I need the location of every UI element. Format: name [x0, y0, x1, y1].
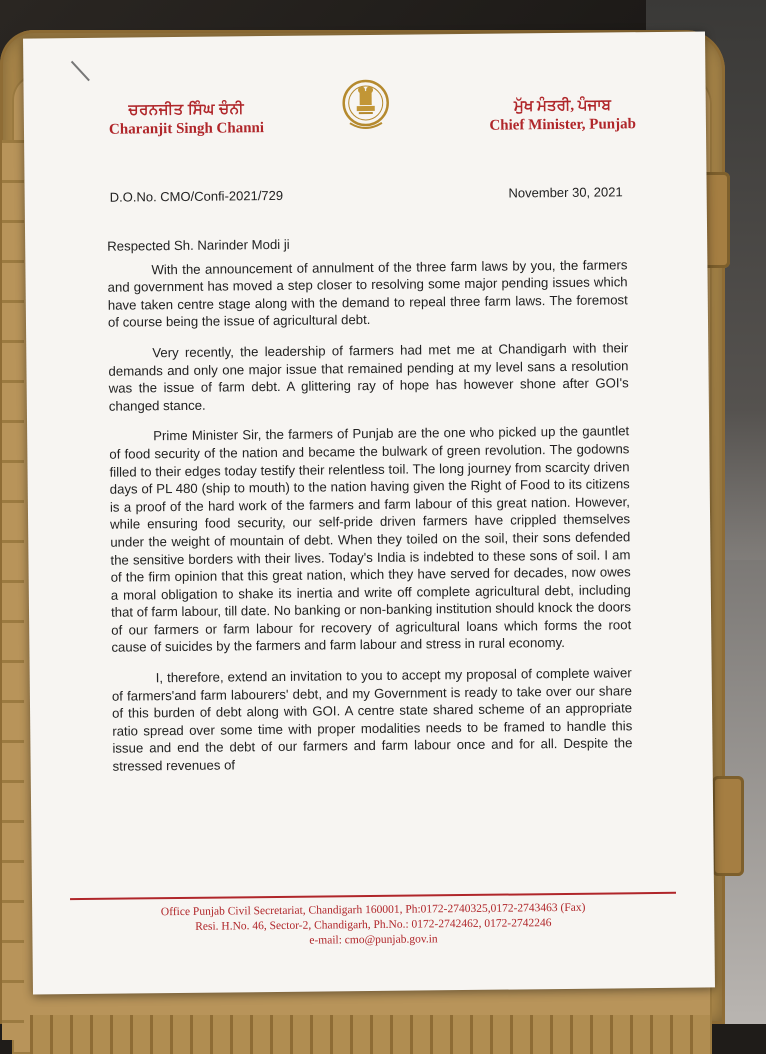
paragraph-4: I, therefore, extend an invitation to you to accept my proposal of complete waiver of farmers'and farm labourers' debt, and my Government is ready to take over our share of this burden of debt along with GOI. A centre state shared scheme of an appropriate ratio spread over some time with proper modalities needs to be framed to handle this issue and end the debt of our farmers and farm labour once and for all. Despite the stressed revenues of [111, 665, 633, 774]
footer-divider [70, 892, 676, 900]
name-gurmukhi: ਚਰਨਜੀਤ ਸਿੰਘ ਚੰਨੀ [128, 101, 245, 119]
name-english: Charanjit Singh Channi [108, 120, 265, 138]
footer-email: e-mail: cmo@punjab.gov.in [309, 933, 438, 947]
letterhead-right [489, 96, 636, 135]
footer-office-address: Office Punjab Civil Secretariat, Chandigarh 160001, Ph:0172-2740325,0172-2743463 (Fax) [160, 901, 586, 919]
letter-body [107, 232, 633, 788]
tray-latch-bottom [712, 776, 744, 876]
letter-date: November 30, 2021 [508, 184, 623, 201]
title-english: Chief Minister, Punjab [489, 116, 637, 134]
paragraph-1: With the announcement of annulment of the three farm laws by you, the farmers and government has moved a step closer to resolving some major pending issues which have taken centre stage along with the demand to repeal three farm laws. The foremost of course being the issue of agricultural debt. [107, 256, 628, 331]
reference-number: D.O.No. CMO/Confi-2021/729 [109, 187, 284, 205]
footer-residence-address: Resi. H.No. 46, Sector-2, Chandigarh, Ph.No.: 0172-2742462, 0172-2742246 [195, 917, 552, 933]
title-gurmukhi: ਮੁੱਖ ਮੰਤਰੀ, ਪੰਜਾਬ [513, 97, 612, 115]
state-emblem-icon [339, 77, 392, 134]
clipboard-tray-bottom [30, 1015, 710, 1054]
letterhead-left [109, 100, 264, 139]
letter-page [23, 31, 715, 994]
letter-footer [70, 900, 676, 951]
pen-mark [71, 61, 90, 81]
clipboard-tray-ribs [2, 140, 24, 1040]
salutation: Respected Sh. Narinder Modi ji [107, 236, 290, 254]
paragraph-2: Very recently, the leadership of farmers had met me at Chandigarh with their demands and only one major issue that remained pending at my level sans a resolution was the issue of farm debt. A glittering ray of hope has however shone after GOI's changed stance. [108, 340, 629, 414]
paragraph-3: Prime Minister Sir, the farmers of Punjab are the one who picked up the gauntlet of food security of the nation and became the bulwark of green revolution. The godowns filled to their edges today testify their relentless toil. The long journey from scarcity driven days of PL 480 (ship to mouth) to the nation having given the Right of Food to its citizens is a proof of the hard work of the farmers and farm labour of this great nation. However, while ensuring food security, our self-pride driven farmers have crippled themselves under the weight of mountain of debt. When they toiled on the soil, their sons defended the sensitive borders with their lives. Today's India is indebted to these sons of soil. I am of the firm opinion that this great nation, which they have served for decades, now owes a moral obligation to shake its inertia and write off complete agricultural debt, including that of farm labour, till date. No banking or non-banking institution should knock the doors of our farmers or farm labour for recovery of agricultural loans which forms the root cause of suicides by the farmers and farm labour and stress in rural economy. [109, 423, 632, 656]
